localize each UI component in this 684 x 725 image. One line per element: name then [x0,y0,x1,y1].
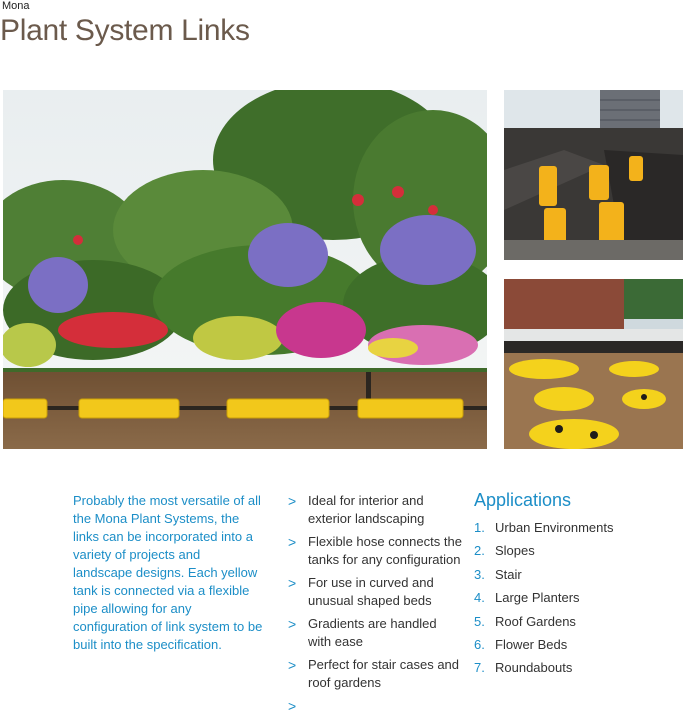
feature-label: Gradients are handled with ease [308,616,437,649]
chevron-right-icon: > [288,575,297,591]
chevron-right-icon: > [288,616,297,632]
chevron-right-icon: > [288,534,297,550]
item-label: Slopes [495,543,535,559]
hero-garden-image [3,90,487,449]
item-number: 6. [474,636,485,652]
item-number: 5. [474,613,485,629]
brand-name: Mona [2,0,30,12]
page-title: Plant System Links [0,14,250,47]
application-item [474,566,679,584]
feature-item [288,615,463,651]
item-label: Urban Environments [495,520,614,535]
chevron-right-icon: > [288,493,297,509]
feature-item [288,574,463,610]
item-label: Large Planters [495,590,580,606]
item-number: 7. [474,660,485,676]
features-list [288,492,463,720]
application-item [474,542,679,560]
item-number: 4. [474,590,485,606]
item-label: Flower Beds [495,636,568,652]
item-label: Stair [495,566,522,582]
applications-section [474,490,679,683]
feature-label: Ideal for interior and exterior landscaping [308,493,425,526]
applications-heading: Applications [474,490,572,510]
feature-item [288,697,463,715]
item-number: 2. [474,543,485,559]
feature-item [288,656,463,692]
chevron-right-icon: > [288,657,297,673]
feature-item [288,533,463,569]
item-label: Roof Gardens [495,613,576,629]
applications-list [474,519,679,677]
planter-bed-installation-photo [504,279,683,449]
application-item [474,519,679,537]
feature-label: Perfect for stair cases and roof gardens [308,657,460,690]
feature-label: For use in curved and unusual shaped beds [308,575,434,608]
application-item [474,659,679,677]
feature-item [288,492,463,528]
application-item [474,613,679,631]
intro-paragraph: Probably the most versatile of all the Mona Plant Systems, the links can be incorporated into a variety of projects and landscape designs. Each yellow tank is connected via a flexible pipe allowing for any configuration of link system to be built into the specification. [73,493,263,652]
item-number: 3. [474,566,485,582]
feature-label: Flexible hose connects the tanks for any configuration [308,534,462,567]
application-item [474,589,679,607]
item-number: 1. [474,520,485,535]
chevron-right-icon: > [288,698,297,714]
rooftop-installation-photo [504,90,683,260]
item-label: Roundabouts [495,660,573,676]
application-item [474,636,679,654]
